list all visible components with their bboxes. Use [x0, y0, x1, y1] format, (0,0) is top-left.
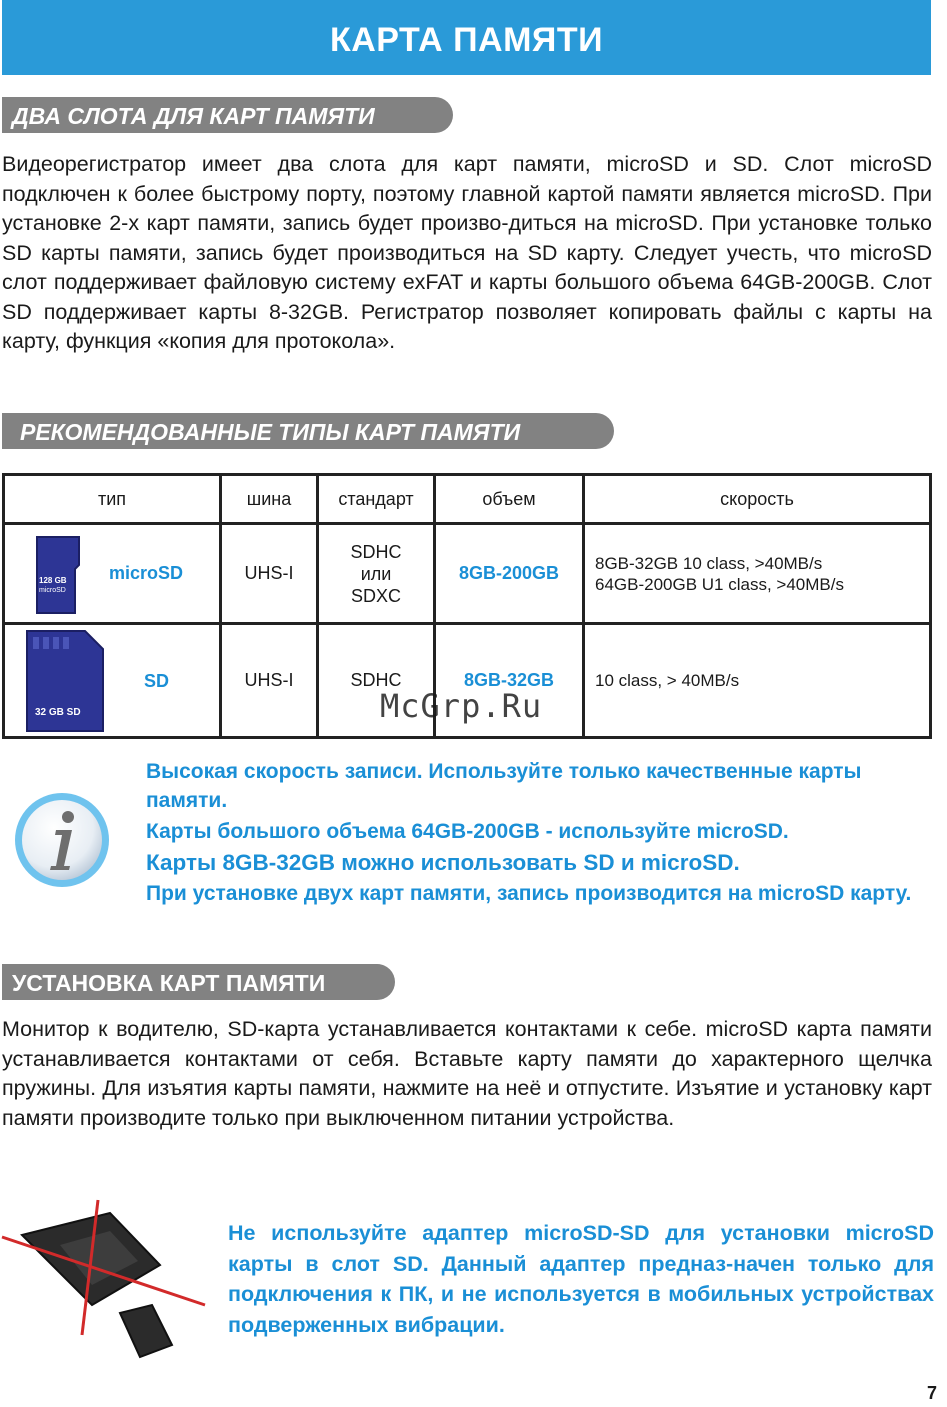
page-title: КАРТА ПАМЯТИ	[2, 0, 931, 75]
page-number: 7	[927, 1383, 938, 1403]
standard-line: или	[360, 563, 392, 584]
info-line: Высокая скорость записи. Используйте только качественные карты памяти.	[146, 760, 862, 812]
info-line: Карты 8GB-32GB можно использовать SD и microSD.	[146, 850, 740, 875]
adapter-warning: Не используйте адаптер microSD-SD для установки microSD карты в слот SD. Данный адаптер предназ-начен только для подключения к ПК, и не используется в мобильных устройствах подверженных вибрации.	[228, 1221, 934, 1337]
type-cell-sd	[4, 624, 221, 738]
info-line: Карты большого объема 64GB-200GB - используйте microSD.	[146, 820, 789, 843]
header-standard: стандарт	[318, 475, 435, 524]
speed-line: 64GB-200GB U1 class, >40MB/s	[595, 574, 844, 594]
table-row	[4, 524, 931, 624]
type-cell-microsd	[4, 524, 221, 624]
header-type: тип	[4, 475, 221, 524]
table-header-row	[4, 475, 931, 524]
section-heading-install: УСТАНОВКА КАРТ ПАМЯТИ	[2, 964, 395, 1000]
microsd-card-icon	[33, 535, 83, 615]
info-icon	[12, 790, 112, 890]
section-heading-recommended: РЕКОМЕНДОВАННЫЕ ТИПЫ КАРТ ПАМЯТИ	[2, 413, 614, 449]
header-speed: скорость	[584, 475, 931, 524]
sd-card-label: 32 GB SD	[35, 707, 81, 718]
sd-card-icon	[23, 629, 107, 733]
header-bus: шина	[221, 475, 318, 524]
two-slots-paragraph: Видеорегистратор имеет два слота для карт памяти, microSD и SD. Слот microSD подключен к более быстрому порту, поэтому главной картой памяти является microSD. При установке 2-х карт памяти, запись будет произво-диться на microSD. При установке только SD карты памяти, запись будет производиться на SD карту. Следует учесть, что microSD слот поддерживает файловую систему exFAT и карты большого объема 64GB-200GB. Слот SD поддерживает карты 8-32GB. Регистратор позволяет копировать файлы с карты на карту, функция «копия для протокола».	[2, 152, 932, 353]
standard-line: SDHC	[350, 541, 402, 562]
crossed-adapter-icon	[0, 1195, 215, 1365]
capacity-microsd: 8GB-200GB	[435, 524, 584, 624]
type-sd: SD	[144, 671, 170, 691]
header-capacity: объем	[435, 475, 584, 524]
bus-sd: UHS-I	[221, 624, 318, 738]
section-heading-two-slots: ДВА СЛОТА ДЛЯ КАРТ ПАМЯТИ	[2, 97, 453, 133]
standard-line: SDXC	[350, 585, 401, 606]
microsd-card-label-1: 128 GB	[39, 576, 67, 585]
speed-sd: 10 class, > 40MB/s	[584, 624, 931, 738]
info-line: При установке двух карт памяти, запись производится на microSD карту.	[146, 882, 912, 905]
install-paragraph: Монитор к водителю, SD-карта устанавливается контактами к себе. microSD карта памяти устанавливается контактами от себя. Вставьте карту памяти до характерного щелчка пружины. Для изъятия карты памяти, нажмите на неё и отпустите. Изъятие и установку карт памяти производите только при выключенном питании устройства.	[2, 1017, 932, 1130]
standard-sd: SDHC	[318, 624, 435, 738]
watermark: McGrp.Ru	[380, 687, 543, 725]
info-note	[146, 757, 936, 908]
standard-microsd	[318, 524, 435, 624]
speed-microsd	[584, 524, 931, 624]
capacity-sd: 8GB-32GB	[435, 624, 584, 738]
bus-microsd: UHS-I	[221, 524, 318, 624]
microsd-card-label-2: microSD	[39, 587, 66, 594]
speed-line: 8GB-32GB 10 class, >40MB/s	[595, 553, 823, 573]
type-microsd: microSD	[109, 563, 184, 583]
